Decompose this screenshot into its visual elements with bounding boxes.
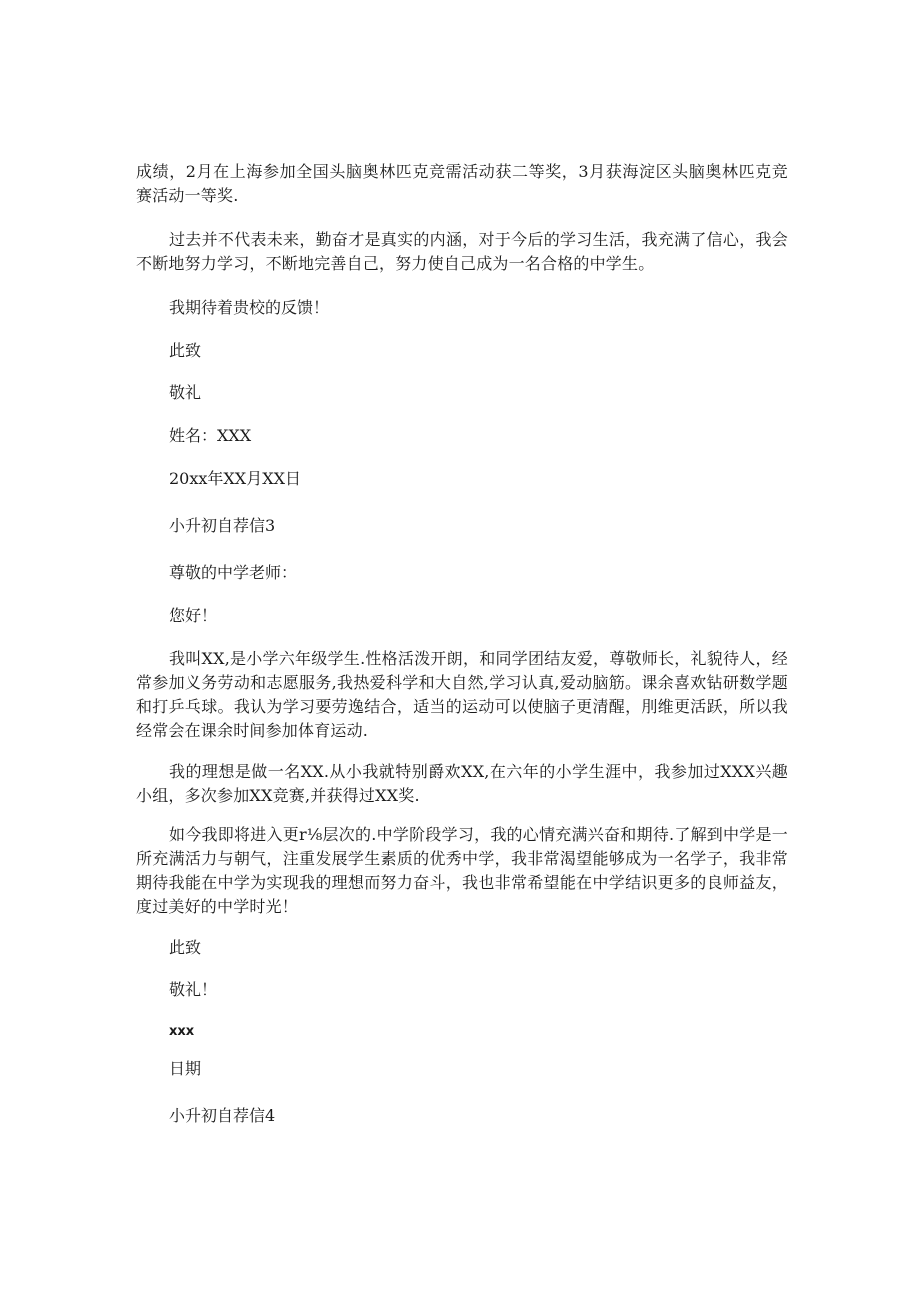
paragraph-ideal: 我的理想是做一名XX.从小我就特别爵欢XX,在六年的小学生涯中，我参加过XXX兴趣小组，多次参加XX竞赛,并获得过XX奖. — [136, 762, 788, 805]
signature-line: xxx — [169, 1024, 195, 1039]
closing-line-1: 此致 — [169, 341, 202, 360]
expect-line: 我期待着贵校的反馈！ — [169, 298, 330, 317]
closing-line-2: 此致 — [169, 938, 202, 957]
salute-line-1: 敬礼 — [169, 383, 202, 402]
paragraph-awards: 成绩，2月在上海参加全国头脑奥林匹克竞需活动获二等奖，3月获海淀区头脑奥林匹克竞赛活动一等奖. — [136, 162, 788, 205]
name-line: 姓名：XXX — [169, 426, 252, 445]
greeting-line: 尊敬的中学老师： — [169, 563, 298, 582]
date-line: 20xx年XX月XX日 — [169, 469, 301, 488]
hello-line: 您好！ — [169, 606, 218, 625]
paragraph-future: 过去并不代表未来，勤奋才是真实的内涵，对于今后的学习生活，我充满了信心，我会不断地努力学习，不断地完善自己，努力使自己成为一名合格的中学生。 — [136, 230, 788, 273]
salute-line-2: 敬礼！ — [169, 980, 218, 999]
section-title-4: 小升初自荐信4 — [169, 1106, 276, 1125]
section-title-3: 小升初自荐信3 — [169, 516, 276, 535]
paragraph-hope: 如今我即将进入更r⅛层次的.中学阶段学习，我的心情充满兴奋和期待.了解到中学是一所充满活力与朝气，注重发展学生素质的优秀中学，我非常渴望能够成为一名学子，我非常期待我能在中学为实现我的理想而努力奋斗，我也非常希望能在中学结识更多的良师益友，度过美好的中学时光！ — [136, 825, 788, 916]
paragraph-intro: 我叫XX,是小学六年级学生.性格活泼开朗，和同学团结友爱，尊敬师长，礼貌待人，经常参加义务劳动和志愿服务,我热爱科学和大自然,学习认真,爱动脑筋。课余喜欢钻研数学题和打乒乓球。我认为学习要劳逸结合，适当的运动可以使脑子更清醒，刖维更活跃，所以我经常会在课余时间参加体育运动. — [136, 649, 788, 740]
date-label-line: 日期 — [169, 1059, 202, 1078]
